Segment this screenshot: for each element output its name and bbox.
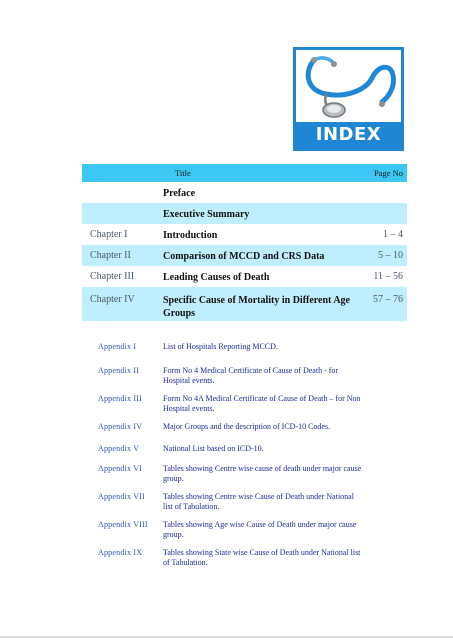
list-item[interactable]: [98, 342, 378, 366]
index-badge: [293, 47, 404, 151]
list-item[interactable]: [98, 444, 378, 464]
table-row[interactable]: [82, 203, 407, 224]
appendix-label: Appendix IX: [98, 548, 143, 557]
header-title-label: Title: [175, 168, 191, 178]
list-item[interactable]: [98, 492, 378, 520]
page-range: 11 – 56: [373, 271, 403, 282]
table-header-row: [82, 164, 407, 182]
table-row[interactable]: [82, 245, 407, 266]
appendix-description: Form No 4A Medical Certificate of Cause of Death – for Non Hospital events.: [163, 394, 361, 413]
appendix-label: Appendix I: [98, 342, 137, 351]
appendix-label: Appendix II: [98, 366, 140, 375]
table-row[interactable]: [82, 182, 407, 203]
page-divider: [0, 636, 453, 638]
list-item[interactable]: [98, 422, 378, 444]
list-item[interactable]: [98, 464, 378, 492]
appendix-label: Appendix III: [98, 394, 142, 403]
header-page-label: Page No: [373, 168, 403, 178]
appendix-label: Appendix IV: [98, 422, 143, 431]
appendix-description: Form No 4 Medical Certificate of Cause of Death - for Hospital events.: [163, 366, 339, 385]
appendix-label: Appendix VII: [98, 492, 145, 501]
appendix-label: Appendix V: [98, 444, 140, 453]
chapter-label: Chapter III: [90, 271, 135, 282]
stethoscope-icon: [296, 50, 401, 122]
index-title: INDEX: [296, 122, 401, 148]
section-title: Executive Summary: [163, 209, 250, 220]
appendix-label: Appendix VIII: [98, 520, 148, 529]
appendix-description: Tables showing State wise Cause of Death under National list of Tabulation.: [163, 548, 361, 567]
section-title: Comparison of MCCD and CRS Data: [163, 251, 325, 262]
chapter-label: Chapter IV: [90, 294, 135, 305]
section-title: Specific Cause of Mortality in Different Age Groups: [163, 295, 350, 319]
index-table: [82, 164, 407, 321]
table-row[interactable]: [82, 287, 407, 321]
page-range: 57 – 76: [373, 294, 403, 305]
chapter-label: Chapter I: [90, 229, 128, 240]
list-item[interactable]: [98, 520, 378, 548]
page-range: 1 – 4: [383, 229, 403, 240]
appendix-description: Tables showing Centre wise Cause of Death under National list of Tabulation.: [163, 492, 354, 511]
appendix-label: Appendix VI: [98, 464, 143, 473]
list-item[interactable]: [98, 394, 378, 422]
table-row[interactable]: [82, 224, 407, 245]
appendix-description: Tables showing Centre wise cause of death under major cause group.: [163, 464, 362, 483]
appendix-description: List of Hospitals Reporting MCCD.: [163, 342, 278, 351]
chapter-label: Chapter II: [90, 250, 131, 261]
page-range: 5 – 10: [378, 250, 403, 261]
list-item[interactable]: [98, 366, 378, 394]
appendix-list: [98, 342, 378, 572]
appendix-description: Major Groups and the description of ICD-10 Codes.: [163, 422, 331, 431]
appendix-description: Tables showing Age wise Cause of Death under major cause group.: [163, 520, 357, 539]
table-row[interactable]: [82, 266, 407, 287]
section-title: Preface: [163, 188, 196, 199]
list-item[interactable]: [98, 548, 378, 572]
appendix-description: National List based on ICD-10.: [163, 444, 264, 453]
section-title: Introduction: [163, 230, 218, 241]
section-title: Leading Causes of Death: [163, 272, 270, 283]
